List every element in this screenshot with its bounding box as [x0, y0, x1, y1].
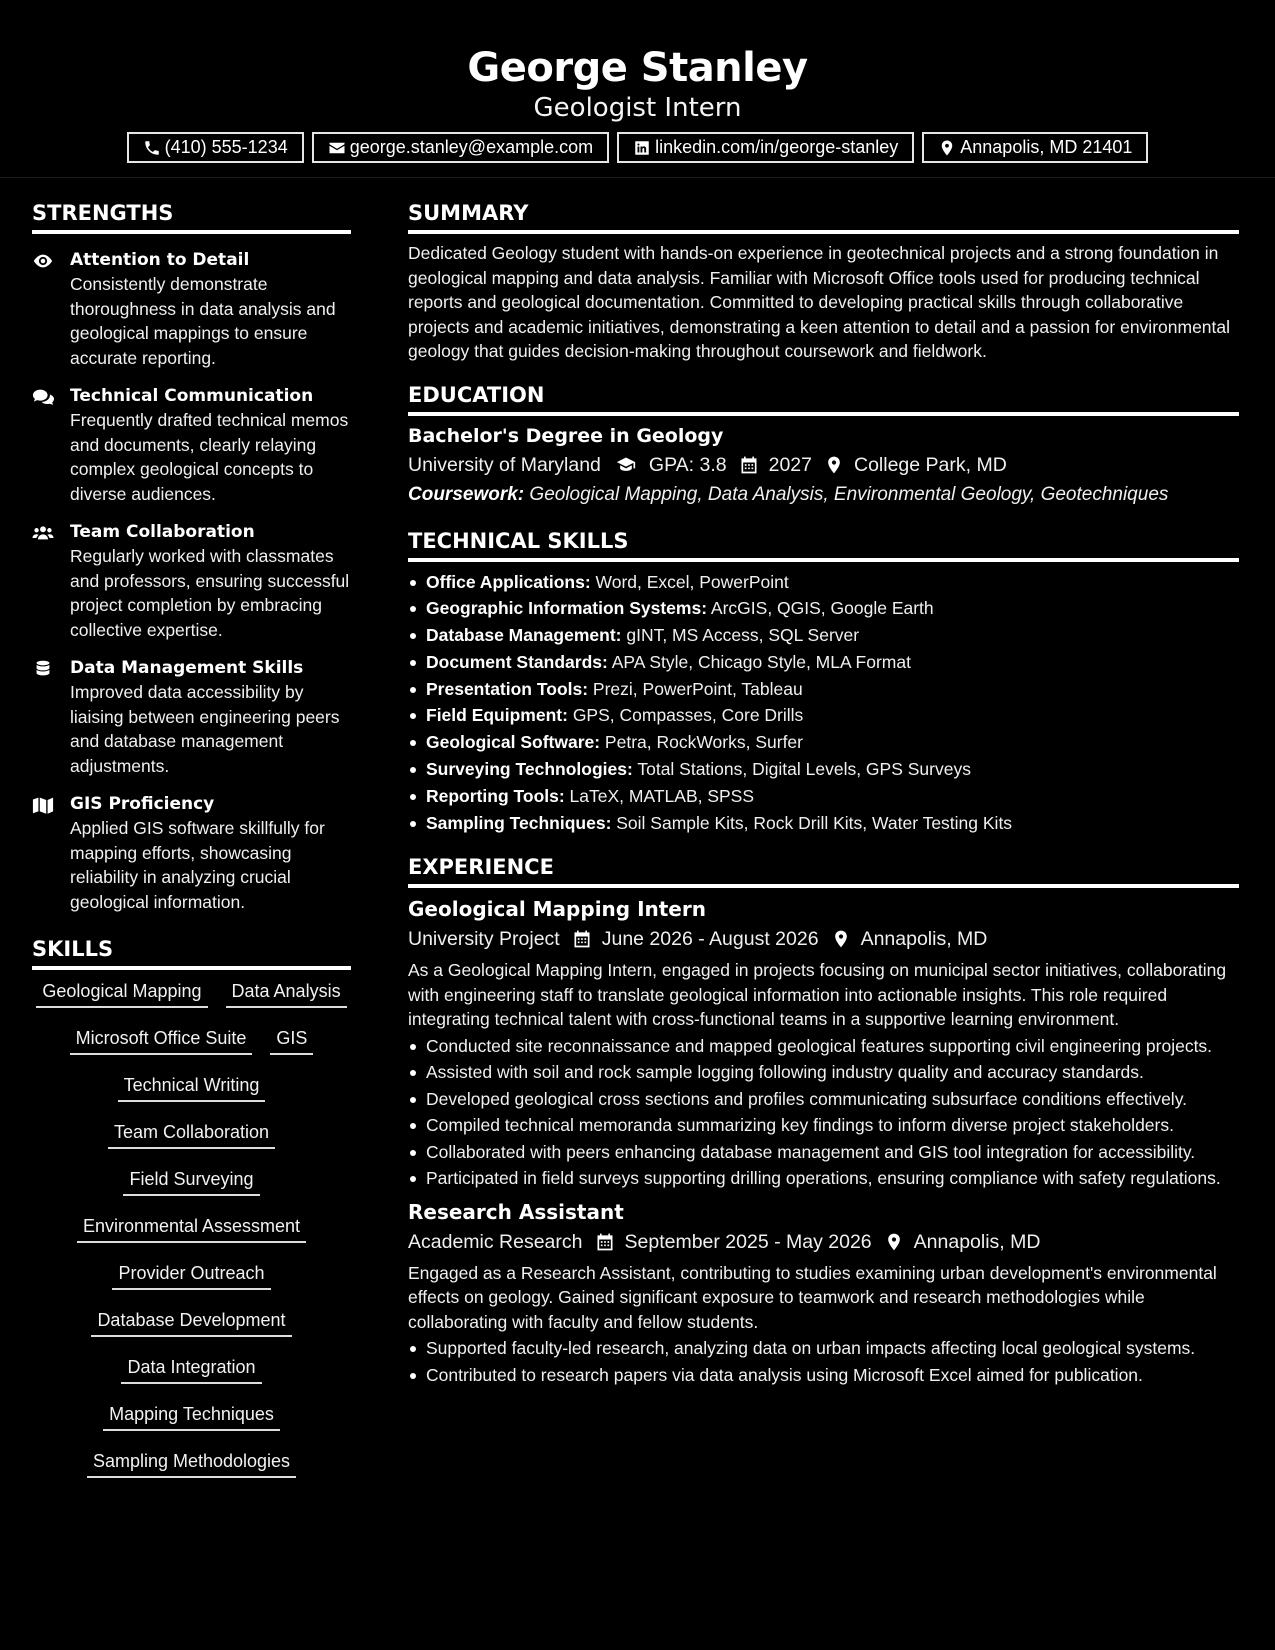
list-item: Reporting Tools: LaTeX, MATLAB, SPSS [408, 783, 1239, 810]
list-item: Document Standards: APA Style, Chicago Style, MLA Format [408, 649, 1239, 676]
job-entry [408, 1197, 1239, 1388]
school-name: University of Maryland [408, 453, 601, 476]
candidate-title: Geologist Intern [533, 93, 742, 123]
coursework [408, 480, 1239, 510]
strength-item [32, 792, 351, 914]
graduation-year: 2027 [768, 453, 812, 476]
strength-item [32, 384, 351, 506]
list-item: Compiled technical memoranda summarizing key findings to inform diverse project stakeholders. [408, 1113, 1239, 1138]
users-icon [32, 523, 54, 543]
candidate-name: George Stanley [467, 45, 808, 91]
job-location: Annapolis, MD [860, 928, 988, 951]
job-org: Academic Research [408, 1230, 583, 1253]
linkedin-icon [633, 139, 651, 157]
list-item: Participated in field surveys supporting drilling operations, ensuring compliance with safety regulations. [408, 1166, 1239, 1191]
database-icon [32, 659, 54, 679]
graduation-cap-icon [613, 455, 639, 475]
technical-skills-heading: TECHNICAL SKILLS [408, 524, 1239, 562]
map-marker-icon [884, 1232, 904, 1252]
skill-chip: Provider Outreach [112, 1260, 270, 1290]
list-item: Conducted site reconnaissance and mapped geological features supporting civil engineering projects. [408, 1034, 1239, 1059]
job-description: As a Geological Mapping Intern, engaged in projects focusing on municipal sector initiatives, collaborating with engineering staff to translate geological information into actionable insights. This role required integrating technical talent with cross-functional teams in a supportive learning environment. [408, 960, 1227, 1030]
skill-chip: Team Collaboration [108, 1119, 275, 1149]
left-column [32, 196, 351, 1495]
technical-skills-list [408, 569, 1239, 837]
job-title: Research Assistant [408, 1199, 624, 1224]
job-dates: September 2025 - May 2026 [624, 1230, 872, 1253]
job-title: Geological Mapping Intern [408, 897, 706, 922]
skill-chip: Geological Mapping [36, 978, 207, 1008]
skill-chip: Field Surveying [123, 1166, 259, 1196]
list-item: Developed geological cross sections and profiles communicating subsurface conditions effectively. [408, 1087, 1239, 1112]
contact-linkedin[interactable] [617, 132, 914, 163]
strength-title: Technical Communication [70, 386, 314, 406]
list-item: Collaborated with peers enhancing database management and GIS tool integration for accessibility. [408, 1140, 1239, 1165]
resume-header [0, 0, 1275, 178]
map-marker-icon [831, 929, 851, 949]
gpa: GPA: 3.8 [648, 453, 727, 476]
map-marker-icon [824, 455, 844, 475]
job-description: Engaged as a Research Assistant, contributing to studies examining urban development's environmental effects on geology. Gained significant exposure to teamwork and research methodologies while collaborating with faculty and fellow students. [408, 1262, 1217, 1332]
job-dates: June 2026 - August 2026 [601, 928, 819, 951]
list-item: Geological Software: Petra, RockWorks, Surfer [408, 729, 1239, 756]
list-item: Field Equipment: GPS, Compasses, Core Drills [408, 702, 1239, 729]
contact-location[interactable] [922, 132, 1148, 163]
strength-title: Attention to Detail [70, 250, 250, 270]
map-marker-icon [938, 139, 956, 157]
strength-desc: Regularly worked with classmates and professors, ensuring successful project completion by embracing collective expertise. [70, 546, 350, 640]
map-icon [32, 795, 54, 815]
strength-desc: Improved data accessibility by liaising between engineering peers and database management adjustments. [70, 682, 340, 776]
phone-text: (410) 555-1234 [164, 137, 288, 157]
strengths-heading: STRENGTHS [32, 196, 351, 234]
list-item: Database Management: gINT, MS Access, SQL Server [408, 622, 1239, 649]
skill-chip: Data Integration [121, 1354, 261, 1384]
summary-heading: SUMMARY [408, 196, 1239, 234]
strength-item [32, 656, 351, 778]
school-location: College Park, MD [853, 453, 1007, 476]
skill-chip: Sampling Methodologies [87, 1448, 296, 1478]
education-heading: EDUCATION [408, 378, 1239, 416]
comments-icon [32, 387, 54, 407]
contact-phone[interactable] [127, 132, 304, 163]
coursework-label: Coursework: [408, 483, 525, 505]
skill-chip: GIS [270, 1025, 313, 1055]
calendar-icon [572, 929, 592, 949]
experience-heading: EXPERIENCE [408, 850, 1239, 888]
list-item: Contributed to research papers via data analysis using Microsoft Excel aimed for publication. [408, 1363, 1239, 1388]
job-entry [408, 894, 1239, 1191]
location-text: Annapolis, MD 21401 [960, 137, 1133, 157]
job-bullets [408, 1034, 1239, 1191]
job-bullets [408, 1336, 1239, 1387]
calendar-icon [595, 1232, 615, 1252]
eye-icon [32, 251, 54, 271]
summary-text: Dedicated Geology student with hands-on experience in geotechnical projects and a strong foundation in geological mapping and data analysis. Familiar with Microsoft Office tools used for producing technical reports and geological documentation. Committed to developing practical skills through collaborative projects and academic initiatives, demonstrating a keen attention to detail and a passion for environmental geology that guides decision-making throughout coursework and fieldwork. [408, 243, 1231, 361]
list-item: Sampling Techniques: Soil Sample Kits, Rock Drill Kits, Water Testing Kits [408, 810, 1239, 837]
strength-desc: Applied GIS software skillfully for mapping efforts, showcasing reliability in analyzing crucial geological information. [70, 818, 325, 912]
calendar-icon [739, 455, 759, 475]
job-location: Annapolis, MD [913, 1230, 1041, 1253]
strength-item [32, 248, 351, 370]
strength-desc: Frequently drafted technical memos and documents, clearly relaying complex geological concepts to diverse audiences. [70, 410, 349, 504]
list-item: Office Applications: Word, Excel, PowerPoint [408, 569, 1239, 596]
skill-chip: Mapping Techniques [103, 1401, 280, 1431]
education-meta [408, 450, 1239, 480]
skill-chip: Technical Writing [118, 1072, 266, 1102]
list-item: Surveying Technologies: Total Stations, Digital Levels, GPS Surveys [408, 756, 1239, 783]
degree-title: Bachelor's Degree in Geology [408, 424, 724, 447]
job-meta [408, 1227, 1239, 1257]
contact-bar [0, 132, 1275, 163]
envelope-icon [328, 139, 346, 157]
coursework-list: Geological Mapping, Data Analysis, Environmental Geology, Geotechniques [524, 483, 1169, 505]
skill-chip: Environmental Assessment [77, 1213, 306, 1243]
right-column [408, 196, 1239, 1389]
strength-title: Team Collaboration [70, 522, 255, 542]
strength-item [32, 520, 351, 642]
email-text: george.stanley@example.com [349, 137, 594, 157]
strength-title: GIS Proficiency [70, 794, 215, 814]
phone-icon [143, 139, 161, 157]
skill-chip: Microsoft Office Suite [70, 1025, 253, 1055]
skills-list [32, 978, 351, 1495]
linkedin-text: linkedin.com/in/george-stanley [655, 137, 899, 157]
skill-chip: Database Development [91, 1307, 291, 1337]
list-item: Geographic Information Systems: ArcGIS, QGIS, Google Earth [408, 595, 1239, 622]
list-item: Assisted with soil and rock sample logging following industry quality and accuracy standards. [408, 1060, 1239, 1085]
skill-chip: Data Analysis [226, 978, 347, 1008]
list-item: Supported faculty-led research, analyzing data on urban impacts affecting local geological systems. [408, 1336, 1239, 1361]
job-org: University Project [408, 928, 560, 951]
job-meta [408, 924, 1239, 954]
skills-heading: SKILLS [32, 932, 351, 970]
contact-email[interactable] [312, 132, 609, 163]
strength-title: Data Management Skills [70, 658, 304, 678]
list-item: Presentation Tools: Prezi, PowerPoint, Tableau [408, 676, 1239, 703]
strength-desc: Consistently demonstrate thoroughness in data analysis and geological mappings to ensure accurate reporting. [70, 274, 336, 368]
